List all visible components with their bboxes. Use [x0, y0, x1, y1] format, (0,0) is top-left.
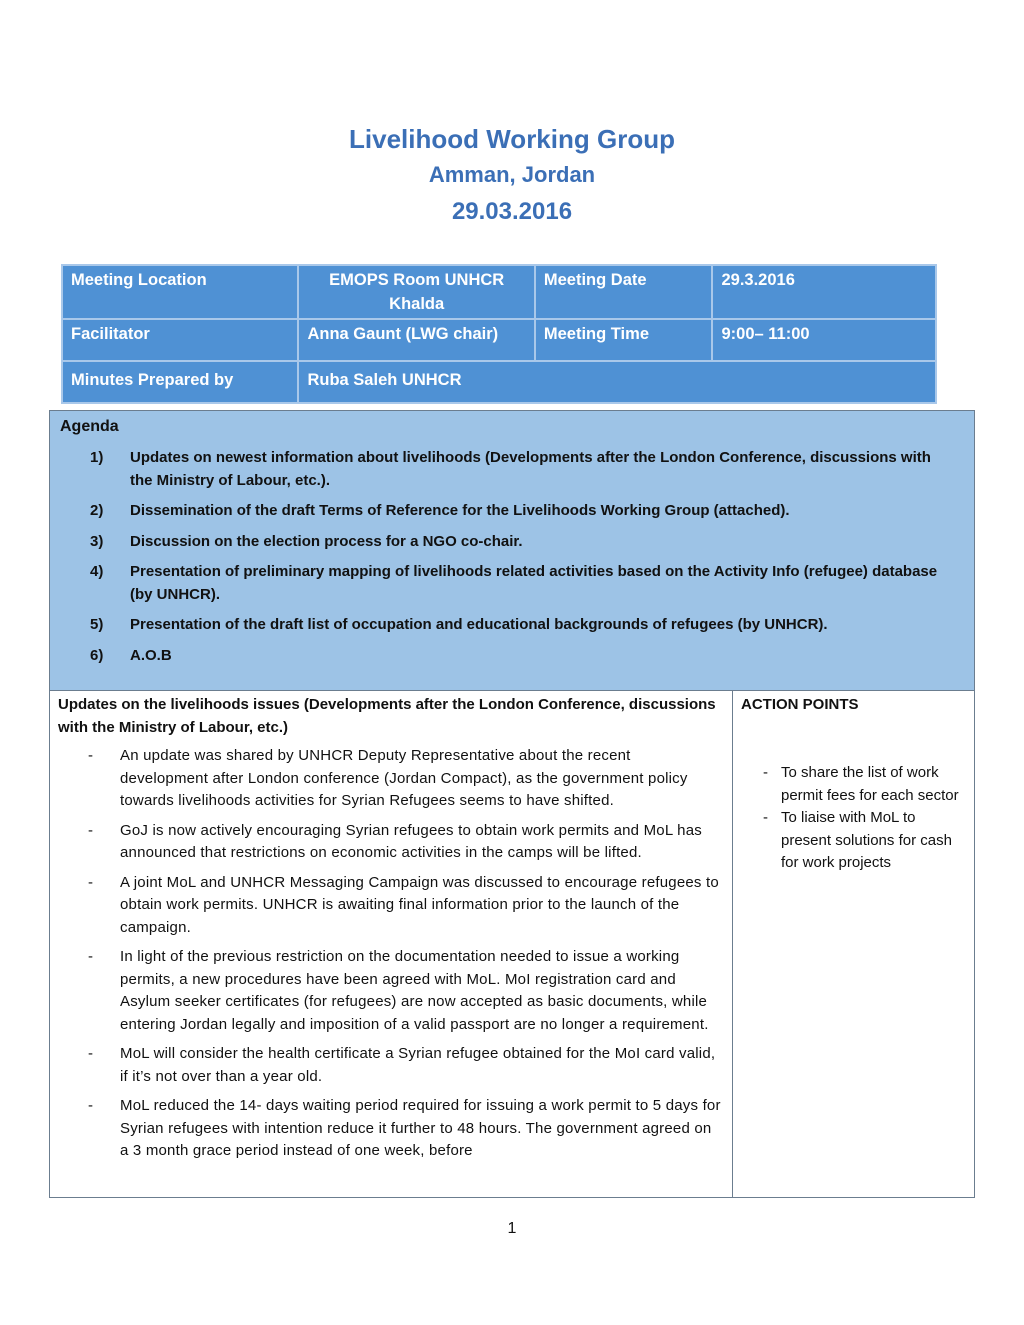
agenda-item-text: Presentation of the draft list of occupation and educational backgrounds of refugees (by UNHCR).: [130, 616, 828, 633]
minutes-bullet: [58, 820, 724, 865]
meeting-time-label: Meeting Time: [535, 319, 713, 361]
meeting-location-line-1: EMOPS Room UNHCR: [329, 271, 505, 289]
agenda-item-text: Updates on newest information about livelihoods (Developments after the London Conference, discussions with the Ministry of Labour, etc.).: [130, 449, 931, 489]
minutes-prepared-label: Minutes Prepared by: [62, 361, 298, 403]
minutes-bullet: [58, 872, 724, 940]
minutes-discussion-column: [50, 691, 733, 1197]
bullet-dash: -: [763, 764, 768, 781]
action-points-list: [741, 762, 966, 875]
meeting-location-line-2: Khalda: [389, 295, 445, 313]
agenda-item-number: 4): [90, 563, 104, 580]
bullet-text: GoJ is now actively encouraging Syrian refugees to obtain work permits and MoL has announced that restrictions on economic activities in the camps will be lifted.: [120, 821, 702, 861]
agenda-item-number: 3): [90, 532, 104, 550]
document-title: Livelihood Working Group: [349, 124, 675, 154]
agenda-item: [60, 447, 964, 492]
document-header: [0, 120, 1024, 232]
bullet-dash: -: [88, 873, 94, 891]
minutes-bullet: [58, 1095, 724, 1163]
agenda-item: [60, 614, 964, 637]
document-date: 29.03.2016: [451, 198, 573, 225]
meeting-info-table: [61, 264, 937, 404]
facilitator-value: Anna Gaunt (LWG chair): [298, 319, 534, 361]
bullet-text: MoL reduced the 14- days waiting period required for issuing a work permit to 5 days for Syrian refugees with intention reduce it further to 48 hours. The government agreed on a 3 month grace period instead of one week, before: [120, 1097, 721, 1159]
agenda-item-number: 6): [90, 646, 104, 664]
minutes-bullet: [58, 946, 724, 1036]
action-points-column: [733, 691, 974, 1197]
action-point: [741, 762, 966, 807]
info-row-minutes: [62, 361, 936, 403]
agenda-item-number: 1): [90, 449, 104, 466]
meeting-date-label: Meeting Date: [535, 265, 713, 319]
agenda-item-number: 5): [90, 616, 104, 633]
action-point-text: To liaise with MoL to present solutions for cash for work projects: [781, 809, 952, 871]
minutes-bullet: [58, 745, 724, 813]
bullet-dash: -: [88, 948, 94, 965]
bullet-text: A joint MoL and UNHCR Messaging Campaign was discussed to encourage refugees to obtain work permits. UNHCR is awaiting final information prior to the launch of the campaign.: [120, 873, 719, 936]
meeting-date-value: 29.3.2016: [712, 265, 936, 319]
bullet-dash: -: [88, 821, 94, 839]
document-location: Amman, Jordan: [428, 162, 596, 187]
minutes-bullet-list: [58, 745, 724, 1163]
bullet-text: MoL will consider the health certificate a Syrian refugee obtained for the MoI card valid, if it’s not over than a year old.: [120, 1045, 716, 1085]
agenda-item-text: Discussion on the election process for a NGO co-chair.: [130, 532, 523, 550]
action-point-text: To share the list of work permit fees for each sector: [781, 764, 959, 804]
info-row-location: [62, 265, 936, 319]
minutes-table: [49, 691, 975, 1198]
agenda-item: [60, 500, 964, 523]
facilitator-label: Facilitator: [62, 319, 298, 361]
agenda-item-text: A.O.B: [130, 646, 172, 664]
action-points-title: ACTION POINTS: [741, 696, 859, 713]
bullet-text: In light of the previous restriction on the documentation needed to issue a working permits, a new procedures have been agreed with MoL. MoI registration card and Asylum seeker certificates (for refugees) are now accepted as basic documents, while entering Jordan legally and imposition of a valid passport are no longer a requirement.: [120, 948, 709, 1033]
agenda-item-text: Dissemination of the draft Terms of Reference for the Livelihoods Working Group (attached).: [130, 502, 790, 519]
agenda-section: [49, 410, 975, 691]
meeting-time-value: 9:00– 11:00: [712, 319, 936, 361]
page-number: 1: [507, 1220, 517, 1237]
info-row-facilitator: [62, 319, 936, 361]
agenda-list: [60, 447, 964, 667]
agenda-item: [60, 531, 964, 554]
agenda-item-number: 2): [90, 502, 104, 519]
bullet-text: An update was shared by UNHCR Deputy Representative about the recent development after London conference (Jordan Compact), as the government policy towards livelihoods activities for Syrian Refugees seems to have shifted.: [120, 747, 688, 809]
minutes-bullet: [58, 1043, 724, 1088]
action-point: [741, 807, 966, 875]
bullet-dash: -: [763, 809, 768, 826]
agenda-heading: Agenda: [60, 418, 119, 435]
agenda-item-text: Presentation of preliminary mapping of livelihoods related activities based on the Activity Info (refugee) database (by UNHCR).: [130, 563, 938, 603]
meeting-location-value: [298, 265, 534, 319]
bullet-dash: -: [88, 747, 94, 764]
minutes-section-title: Updates on the livelihoods issues (Developments after the London Conference, discussions with the Ministry of Labour, etc.): [58, 696, 716, 736]
bullet-dash: -: [88, 1045, 94, 1062]
meeting-location-label: Meeting Location: [62, 265, 298, 319]
bullet-dash: -: [88, 1097, 94, 1114]
minutes-prepared-value: Ruba Saleh UNHCR: [298, 361, 936, 403]
agenda-item: [60, 561, 964, 606]
agenda-item: [60, 645, 964, 668]
